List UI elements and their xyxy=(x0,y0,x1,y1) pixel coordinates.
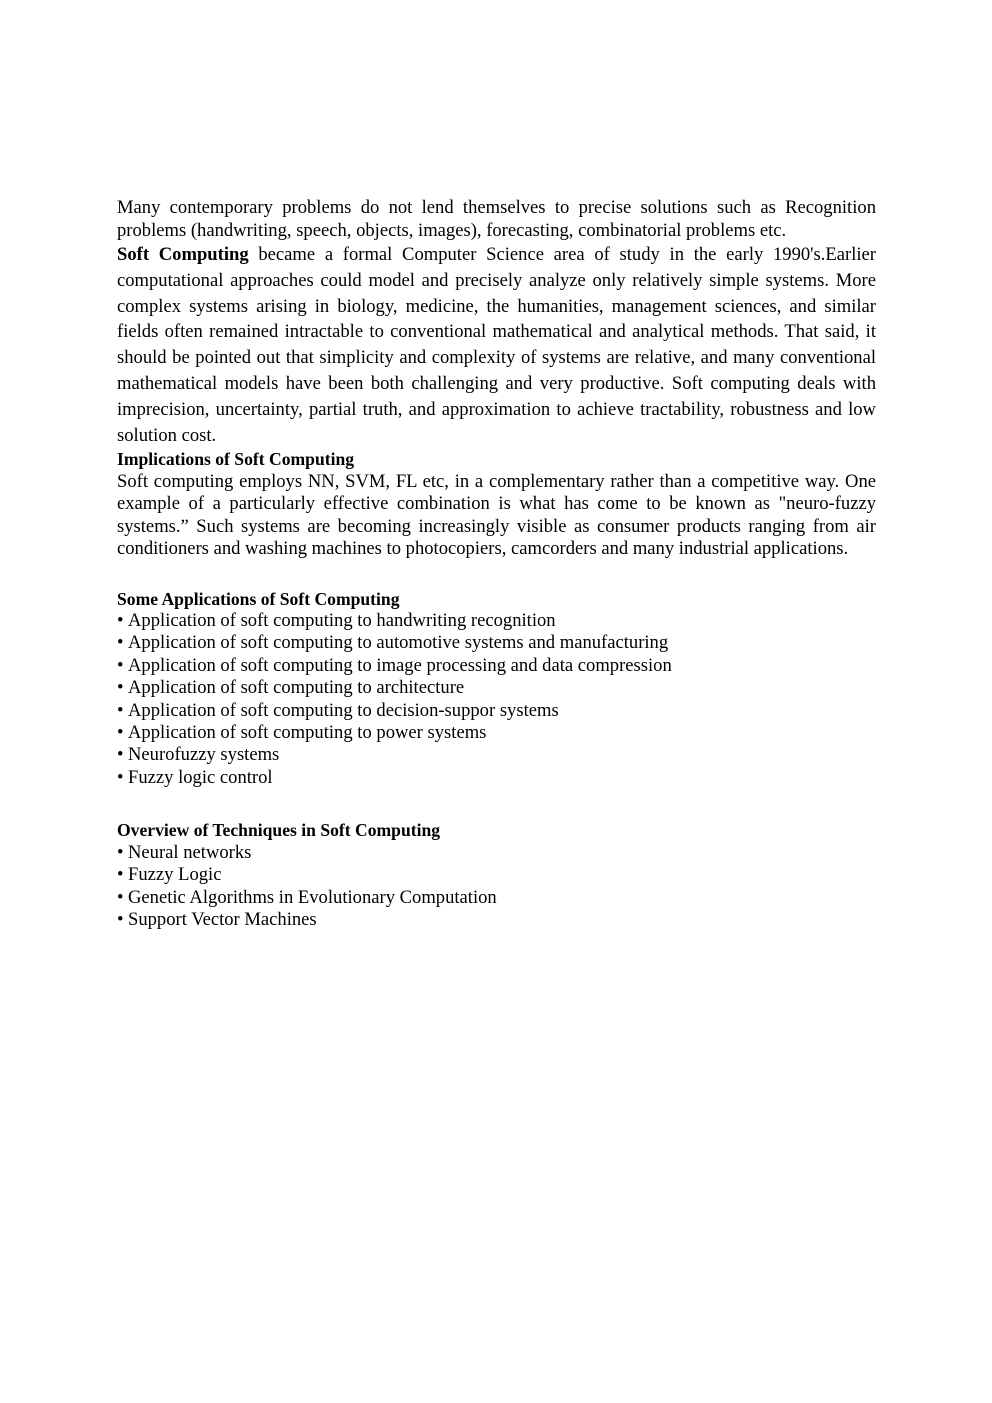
bullet-icon: • xyxy=(117,766,124,788)
techniques-list xyxy=(117,842,876,932)
list-item-label: Support Vector Machines xyxy=(128,908,317,930)
list-item xyxy=(117,610,876,632)
list-item-label: Application of soft computing to handwriting recognition xyxy=(128,610,556,631)
applications-list xyxy=(117,610,876,789)
soft-computing-term: Soft Computing xyxy=(117,244,249,265)
bullet-icon: • xyxy=(117,654,124,676)
bullet-icon: • xyxy=(117,908,124,930)
intro-paragraph: Many contemporary problems do not lend themselves to precise solutions such as Recognition problems (handwriting, speech, objects, images), forecasting, combinatorial problems etc. xyxy=(117,197,876,241)
bullet-icon: • xyxy=(117,677,124,699)
list-item xyxy=(117,767,876,789)
list-item-label: Application of soft computing to decision-suppor systems xyxy=(128,699,559,721)
list-item xyxy=(117,700,876,722)
list-item-label: Neurofuzzy systems xyxy=(128,744,280,766)
bullet-icon: • xyxy=(117,722,124,744)
list-item xyxy=(117,842,876,864)
bullet-icon: • xyxy=(117,610,124,631)
list-item xyxy=(117,677,876,699)
bullet-icon: • xyxy=(117,864,124,886)
list-item-label: Application of soft computing to image processing and data compression xyxy=(128,654,672,676)
list-item xyxy=(117,864,876,886)
list-item-label: Application of soft computing to architecture xyxy=(128,677,465,699)
bullet-icon: • xyxy=(117,744,124,766)
section-spacer xyxy=(117,561,876,588)
list-item xyxy=(117,887,876,909)
list-item-label: Fuzzy logic control xyxy=(128,766,273,788)
bullet-icon: • xyxy=(117,632,124,654)
bullet-icon: • xyxy=(117,699,124,721)
bullet-icon: • xyxy=(117,886,124,908)
implications-paragraph: Soft computing employs NN, SVM, FL etc, in a complementary rather than a competitive way. One example of a particularly effective combination is what has come to be known as "neuro-fuzzy systems.” Such systems are becoming increasingly visible as consumer products ranging from air conditioners and washing machines to photocopiers, camcorders and many industrial applications. xyxy=(117,470,876,560)
list-item-label: Application of soft computing to automotive systems and manufacturing xyxy=(128,632,669,654)
list-item-label: Neural networks xyxy=(128,841,252,863)
applications-heading: Some Applications of Soft Computing xyxy=(117,588,400,609)
techniques-heading: Overview of Techniques in Soft Computing xyxy=(117,820,441,841)
list-item-label: Application of soft computing to power systems xyxy=(128,722,487,744)
list-item xyxy=(117,744,876,766)
list-item-label: Genetic Algorithms in Evolutionary Computation xyxy=(128,886,497,908)
bullet-icon: • xyxy=(117,841,124,863)
list-item xyxy=(117,655,876,677)
list-item xyxy=(117,909,876,931)
list-item-label: Fuzzy Logic xyxy=(128,864,222,886)
list-item xyxy=(117,722,876,744)
document-page xyxy=(117,197,876,931)
soft-computing-text: became a formal Computer Science area of study in the early 1990's.Earlier computational approaches could model and precisely analyze only relatively simple systems. More complex systems arising in biology, medicine, the humanities, management sciences, and similar fields often remained intractable to conventional mathematical and analytical methods. That said, it should be pointed out that simplicity and complexity of systems are relative, and many conventional mathematical models have been both challenging and very productive. Soft computing deals with imprecision, uncertainty, partial truth, and approximation to achieve tractability, robustness and low solution cost. xyxy=(117,244,876,446)
implications-heading: Implications of Soft Computing xyxy=(117,449,355,470)
soft-computing-paragraph xyxy=(117,242,876,448)
list-item xyxy=(117,632,876,654)
section-spacer xyxy=(117,789,876,819)
